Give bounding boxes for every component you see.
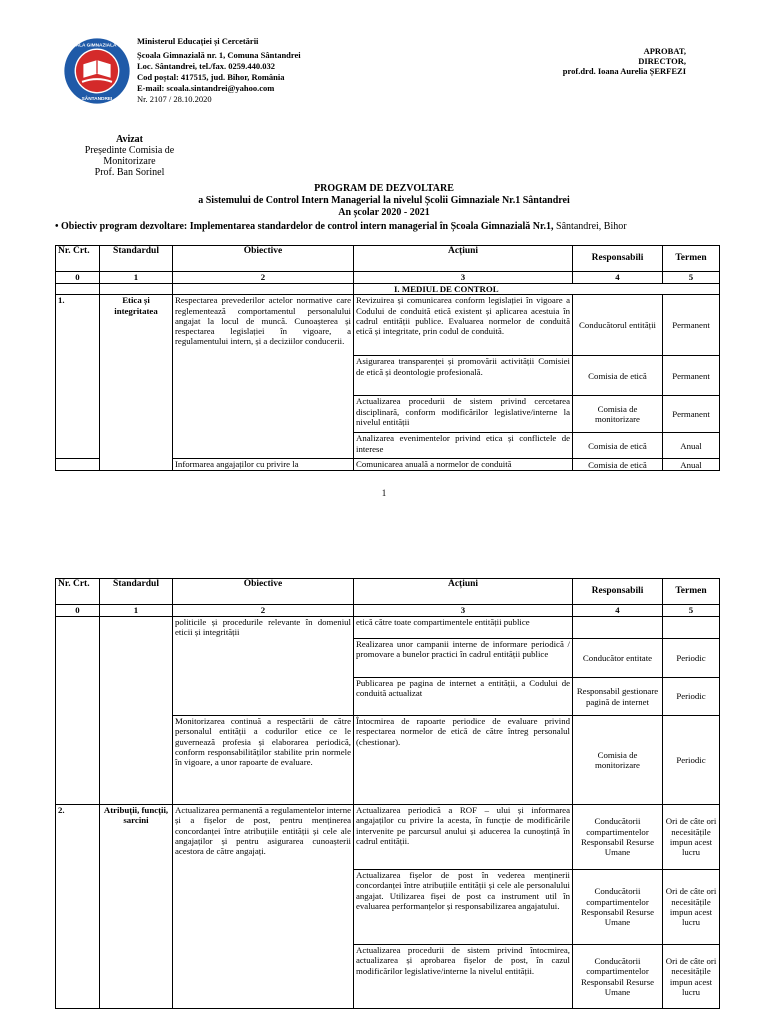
responsible-cell bbox=[573, 617, 663, 639]
document-title: PROGRAM DE DEZVOLTARE bbox=[314, 183, 454, 194]
header-standard: Standardul bbox=[100, 246, 173, 272]
term-cell: Ori de câte ori necesitățile impun acest lucru bbox=[663, 870, 720, 945]
responsible-cell: Comisia de monitorizare bbox=[573, 716, 663, 805]
program-table-page-1: Nr. Crt. Standardul Obiective Acțiuni Responsabili Termen 0 1 2 3 4 5 I. MEDIUL DE CONTROL 1. Etica și integritatea Respectarea prevederilor actelor normative care reglementează comportamentul personalului angajat la locul de muncă. Cunoașterea și respectarea legislației în vigoare, a regulamentului intern, și a deciziilor conducerii. Revizuirea și comunicarea conform legislației în vigoare a Codului de conduită etică existent și aplicarea acestuia în cadrul entității publice. Evaluarea normelor de conduită etică și integritate, prin codul de conduită. Conducătorul entității Permanent Asigurarea transparenței și promovării activității Comisiei de etică și deontologie profesională. Comisia de etică Permanent Actualizarea procedurii de sistem privind cercetarea disciplinară, conform modificărilor legislative/interne la nivelul entității Comisia de monitorizare Permanent Analizarea evenimentelor privind etica și conflictele de interese Comisia de etică Anual Informarea angajaților cu privire la Comunicarea anuală a normelor de conduită Comisia de etică Anual bbox=[55, 245, 720, 471]
school-name: Școala Gimnazială nr. 1, Comuna Sântandrei bbox=[137, 50, 301, 60]
ministry-name: Ministerul Educației și Cercetării bbox=[137, 36, 259, 46]
header-nr: Nr. Crt. bbox=[56, 246, 100, 272]
page-number: 1 bbox=[381, 488, 387, 498]
row-number: 1. bbox=[56, 295, 100, 459]
program-objective: • Obiectiv program dezvoltare: Implementarea standardelor de control intern managerial în Școala Gimnazială Nr.1, Sântandrei, Bihor bbox=[55, 221, 627, 232]
term-cell: Periodic bbox=[663, 639, 720, 678]
header-term: Termen bbox=[663, 246, 720, 272]
header-actions: Acțiuni bbox=[354, 579, 573, 605]
header-objectives: Obiective bbox=[173, 579, 354, 605]
header-responsible: Responsabili bbox=[573, 246, 663, 272]
action-cell: Analizarea evenimentelor privind etica și conflictele de interese bbox=[354, 433, 573, 459]
action-cell: Actualizarea periodică a ROF – ului și informarea angajaților cu privire la acesta, în funcție de modificările intervenite pe parcursul anului și aducerea la cunoștință în cadrul entității. bbox=[354, 805, 573, 870]
responsible-cell: Responsabil gestionare pagină de internet bbox=[573, 678, 663, 716]
endorsement-block: Avizat Președinte Comisia de Monitorizare Prof. Ban Sorinel bbox=[84, 134, 175, 178]
document-subtitle: a Sistemului de Control Intern Managerial la nivelul Școlii Gimnaziale Nr.1 Sântandrei bbox=[198, 195, 570, 206]
svg-text:SÂNTANDREI: SÂNTANDREI bbox=[81, 97, 113, 103]
standard-name: Atribuții, funcții, sarcini bbox=[100, 805, 173, 1009]
document-page-2 bbox=[0, 524, 768, 1024]
objective-cell: Informarea angajaților cu privire la bbox=[173, 459, 354, 471]
objective-cell: Respectarea prevederilor actelor normative care reglementează comportamentul personalului angajat la locul de muncă. Cunoașterea și respectarea legislației în vigoare, a regulamentului intern, și a deciziilor conducerii. bbox=[173, 295, 354, 459]
section-heading: I. MEDIUL DE CONTROL bbox=[354, 284, 720, 295]
objective-cell: politicile și procedurile relevante în domeniul eticii și integrității bbox=[173, 617, 354, 716]
registration-number: Nr. 2107 / 28.10.2020 bbox=[137, 94, 212, 104]
term-cell: Periodic bbox=[663, 678, 720, 716]
responsible-cell: Conducătorii compartimentelor Responsabil Resurse Umane bbox=[573, 945, 663, 1009]
institution-block bbox=[137, 36, 301, 105]
action-cell: Revizuirea și comunicarea conform legislației în vigoare a Codului de conduită etică existent și aplicarea acestuia în cadrul entității publice. Evaluarea normelor de conduită etică și integritate, prin codul de conduită. bbox=[354, 295, 573, 356]
term-cell: Anual bbox=[663, 433, 720, 459]
term-cell: Periodic bbox=[663, 716, 720, 805]
program-table-page-2: Nr. Crt. Standardul Obiective Acțiuni Responsabili Termen 0 1 2 3 4 5 politicile și procedurile relevante în domeniul eticii și integrității etică către toate compartimentele entității publice Realizarea unor campanii interne de informare periodică / promovare a bunelor practici în cadrul entității publice Conducător entitate Periodic Publicarea pe pagina de internet a entității, a Codului de conduită actualizat Responsabil gestionare pagină de internet Periodic Monitorizarea continuă a respectării de către personalul entității a codurilor etice ce le guvernează profesia și elaborarea periodică, conform responsabilităților stabilite prin normele în vigoare, a unor rapoarte de evaluare. Întocmirea de rapoarte periodice de evaluare privind respectarea normelor de etică de către întreg personalul (chestionar). Comisia de monitorizare Periodic 2. Atribuții, funcții, sarcini Actualizarea permanentă a regulamentelor interne și a fișelor de post, pentru menținerea concordanței între atribuțiile entității și cele ale angajaților și pentru asigurarea cunoașterii acestora de către angajați. Actualizarea periodică a ROF – ului și informarea angajaților cu privire la acesta, în funcție de modificările intervenite pe parcursul anului și aducerea la cunoștință în cadrul entității. Conducătorii compartimentelor Responsabil Resurse Umane Ori de câte ori necesitățile impun acest lucru Actualizarea fișelor de post în vederea menținerii concordanței între atribuțiile entității și cele ale personalului angajat. Utilizarea fișei de post ca instrument util în evaluarea performanțelor și responsabilizarea angajatului. Conducătorii compartimentelor Responsabil Resurse Umane Ori de câte ori necesitățile impun acest lucru Actualizarea procedurii de sistem privind întocmirea, actualizarea și aprobarea fișelor de post, în cazul modificărilor legislative/interne la nivelul entității. Conducătorii compartimentelor Responsabil Resurse Umane Ori de câte ori necesitățile impun acest lucru bbox=[55, 578, 720, 1009]
action-cell: Întocmirea de rapoarte periodice de evaluare privind respectarea normelor de etică de către întreg personalul (chestionar). bbox=[354, 716, 573, 805]
header-standard: Standardul bbox=[100, 579, 173, 605]
school-logo bbox=[63, 37, 131, 105]
action-cell: Actualizarea procedurii de sistem privind întocmirea, actualizarea și aprobarea fișelor de post, în cazul modificărilor legislative/interne la nivelul entității. bbox=[354, 945, 573, 1009]
responsible-cell: Conducătorul entității bbox=[573, 295, 663, 356]
approval-block: APROBAT, DIRECTOR, prof.drd. Ioana Aurelia ȘERFEZI bbox=[562, 46, 686, 76]
header-nr: Nr. Crt. bbox=[56, 579, 100, 605]
header-objectives: Obiective bbox=[173, 246, 354, 272]
school-year: An școlar 2020 - 2021 bbox=[338, 207, 430, 218]
school-address: Loc. Sântandrei, tel./fax. 0259.440.032 bbox=[137, 61, 275, 71]
header-term: Termen bbox=[663, 579, 720, 605]
action-cell: Actualizarea procedurii de sistem privind cercetarea disciplinară, conform modificărilor legislative/interne la nivelul entității bbox=[354, 396, 573, 433]
standard-name: Etica și integritatea bbox=[100, 295, 173, 471]
responsible-cell: Comisia de monitorizare bbox=[573, 396, 663, 433]
svg-text:ȘCOALA GIMNAZIALĂ NR.1: ȘCOALA GIMNAZIALĂ NR.1 bbox=[65, 43, 129, 49]
objective-cell: Monitorizarea continuă a respectării de către personalul entității a codurilor etice ce le guvernează profesia și elaborarea periodică, conform responsabilităților stabilite prin normele în vigoare, a unor rapoarte de evaluare. bbox=[173, 716, 354, 805]
responsible-cell: Conducător entitate bbox=[573, 639, 663, 678]
term-cell bbox=[663, 617, 720, 639]
term-cell: Permanent bbox=[663, 396, 720, 433]
responsible-cell: Conducătorii compartimentelor Responsabil Resurse Umane bbox=[573, 870, 663, 945]
objective-cell: Actualizarea permanentă a regulamentelor interne și a fișelor de post, pentru menținerea concordanței între atribuțiile entității și cele ale angajaților și pentru asigurarea cunoașterii acestora de către angajați. bbox=[173, 805, 354, 1009]
term-cell: Ori de câte ori necesitățile impun acest lucru bbox=[663, 805, 720, 870]
header-actions: Acțiuni bbox=[354, 246, 573, 272]
school-email: E-mail: scoala.sintandrei@yahoo.com bbox=[137, 83, 275, 93]
term-cell: Anual bbox=[663, 459, 720, 471]
action-cell: Comunicarea anuală a normelor de conduită bbox=[354, 459, 573, 471]
action-cell: Realizarea unor campanii interne de informare periodică / promovare a bunelor practici în cadrul entității publice bbox=[354, 639, 573, 678]
responsible-cell: Comisia de etică bbox=[573, 356, 663, 396]
header-responsible: Responsabili bbox=[573, 579, 663, 605]
action-cell: Actualizarea fișelor de post în vederea menținerii concordanței între atribuțiile entității și cele ale personalului angajat. Utilizarea fișei de post ca instrument util în evaluarea performanțelor și responsabilizarea angajatului. bbox=[354, 870, 573, 945]
action-cell: Publicarea pe pagina de internet a entității, a Codului de conduită actualizat bbox=[354, 678, 573, 716]
term-cell: Permanent bbox=[663, 356, 720, 396]
action-cell: etică către toate compartimentele entității publice bbox=[354, 617, 573, 639]
row-number: 2. bbox=[56, 805, 100, 1009]
term-cell: Permanent bbox=[663, 295, 720, 356]
action-cell: Asigurarea transparenței și promovării activității Comisiei de etică și deontologie profesională. bbox=[354, 356, 573, 396]
term-cell: Ori de câte ori necesitățile impun acest lucru bbox=[663, 945, 720, 1009]
responsible-cell: Conducătorii compartimentelor Responsabil Resurse Umane bbox=[573, 805, 663, 870]
school-postal: Cod poștal: 417515, jud. Bihor, România bbox=[137, 72, 285, 82]
responsible-cell: Comisia de etică bbox=[573, 433, 663, 459]
responsible-cell: Comisia de etică bbox=[573, 459, 663, 471]
